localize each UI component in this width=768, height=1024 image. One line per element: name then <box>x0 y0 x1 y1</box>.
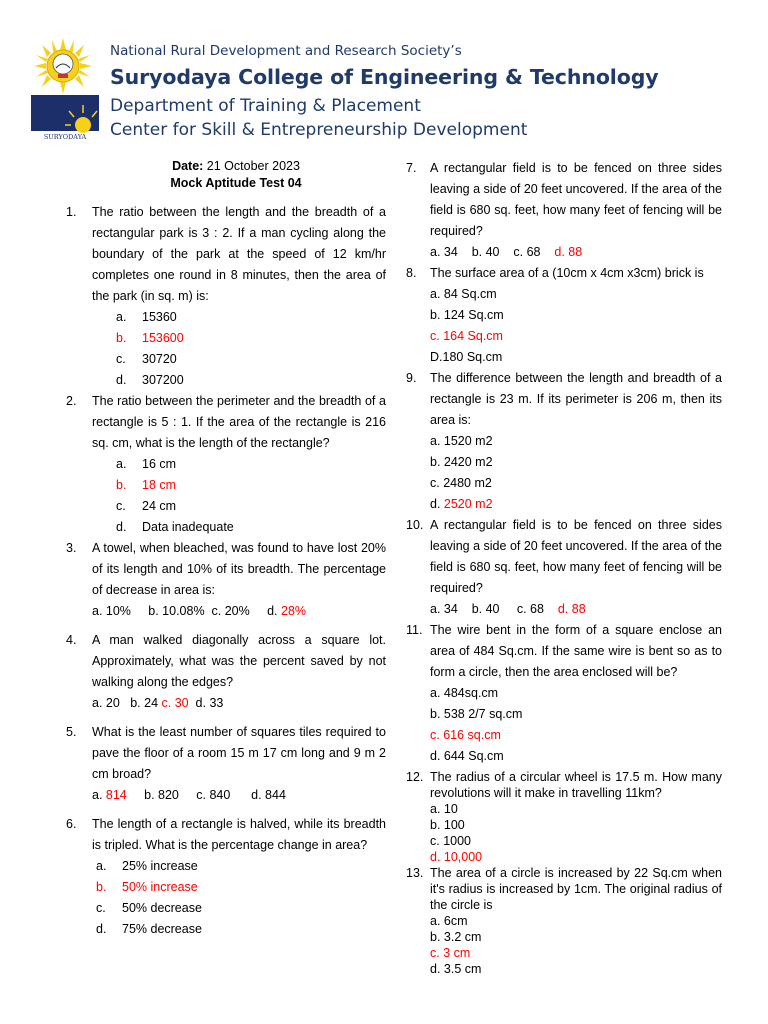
options <box>72 856 386 940</box>
option-b-correct: b. 153600 <box>116 331 184 345</box>
question-8 <box>406 263 722 368</box>
options-inline: a. 34 b. 40 c. 68 d. 88 <box>430 245 583 259</box>
option-b: b. 100 <box>430 818 465 832</box>
option-d: d. 644 Sq.cm <box>430 749 504 763</box>
college-sun-logo-icon <box>34 38 92 94</box>
question-number: 11. <box>406 623 423 637</box>
center-name: Center for Skill & Entrepreneurship Development <box>110 120 528 140</box>
option-b-correct: b. 50% increase <box>96 880 198 894</box>
question-9 <box>406 368 722 515</box>
question-number: 1. <box>66 205 77 219</box>
question-number: 3. <box>66 541 77 555</box>
options-inline: a. 20 b. 24 c. 30 d. 33 <box>92 696 224 710</box>
option-a: a. 6cm <box>430 914 468 928</box>
right-column <box>406 158 722 977</box>
option-d-correct: d. 2520 m2 <box>430 497 493 511</box>
option-a: a. 16 cm <box>116 457 177 471</box>
correct-answer: 28% <box>281 604 307 618</box>
correct-answer: c. 30 <box>161 696 189 710</box>
option-c: c. 2480 m2 <box>430 476 492 490</box>
question-6 <box>66 814 386 940</box>
option-d: d. 3.5 cm <box>430 962 482 976</box>
option-c-correct: c. 3 cm <box>430 946 471 960</box>
question-text: A rectangular field is to be fenced on three sides leaving a side of 20 feet uncovered. If the area of the field is 680 sq. feet, how many feet of fencing will be required? <box>430 161 722 238</box>
question-10 <box>406 515 722 620</box>
date-line: Date: 21 October 2023 <box>172 159 300 173</box>
question-text: The surface area of a (10cm x 4cm x3cm) brick is <box>430 266 704 280</box>
option-b: b. 3.2 cm <box>430 930 482 944</box>
option-d: D.180 Sq.cm <box>430 350 503 364</box>
options-inline: a. 814 b. 820 c. 840 d. 844 <box>92 788 286 802</box>
question-number: 4. <box>66 633 77 647</box>
options <box>92 454 386 538</box>
question-number: 2. <box>66 394 77 408</box>
question-text: What is the least number of squares tiles required to pave the floor of a room 15 m 17 cm long and 9 m 2 cm broad? <box>92 725 386 781</box>
question-1 <box>66 202 386 391</box>
option-c-correct: c. 164 Sq.cm <box>430 329 503 343</box>
option-d-correct: d. 10,000 <box>430 850 483 864</box>
option-d: d. 75% decrease <box>96 922 202 936</box>
question-text: A man walked diagonally across a square lot. Approximately, what was the percent saved by not walking along the edges? <box>92 633 386 689</box>
logo-caption: SURYODAYA <box>43 133 87 141</box>
option-c-correct: c. 616 sq.cm <box>430 728 501 742</box>
question-number: 6. <box>66 817 77 831</box>
question-text: The wire bent in the form of a square enclose an area of 484 Sq.cm. If the same wire is bent so as to form a circle, then the area enclosed will be? <box>430 623 722 679</box>
question-number: 8. <box>406 266 417 280</box>
question-text: A rectangular field is to be fenced on three sides leaving a side of 20 feet uncovered. If the area of the field is 680 sq. feet, how many feet of fencing will be required? <box>430 518 722 595</box>
question-12 <box>406 769 722 865</box>
letterhead <box>0 0 768 150</box>
letterhead-text <box>110 42 659 142</box>
left-column <box>66 158 386 940</box>
question-text: The difference between the length and breadth of a rectangle is 23 m. If its perimeter is 206 m, then its area is: <box>430 371 722 427</box>
question-number: 9. <box>406 371 417 385</box>
option-a: a. 484sq.cm <box>430 686 499 700</box>
option-c: c. 24 cm <box>116 499 177 513</box>
option-a: a. 1520 m2 <box>430 434 493 448</box>
question-13 <box>406 865 722 977</box>
question-number: 12. <box>406 770 424 784</box>
question-2 <box>66 391 386 538</box>
option-c: c. 1000 <box>430 834 472 848</box>
option-a: a. 10 <box>430 802 458 816</box>
option-d: d. 307200 <box>116 373 184 387</box>
question-number: 5. <box>66 725 77 739</box>
question-text: The ratio between the perimeter and the breadth of a rectangle is 5 : 1. If the area of the rectangle is 216 sq. cm, what is the length of the rectangle? <box>92 394 386 450</box>
option-a: a. 15360 <box>116 310 177 324</box>
options <box>92 307 386 391</box>
option-a: a. 25% increase <box>96 859 198 873</box>
question-text: The ratio between the length and the breadth of a rectangular park is 3 : 2. If a man cycling along the boundary of the park at the speed of 12 km/hr completes one round in 8 minutes, then the area of the park (in sq. m) is: <box>92 205 386 303</box>
option-c: c. 30720 <box>116 352 177 366</box>
question-4 <box>66 630 386 714</box>
option-b: b. 2420 m2 <box>430 455 493 469</box>
society-name: National Rural Development and Research Society’s <box>110 43 462 59</box>
question-11 <box>406 620 722 767</box>
option-b-correct: b. 18 cm <box>116 478 177 492</box>
suryodaya-band-logo-icon <box>31 95 99 141</box>
correct-answer: d. 88 <box>554 245 583 259</box>
test-title: Mock Aptitude Test 04 <box>170 176 302 190</box>
option-d: d. Data inadequate <box>116 520 234 534</box>
question-text: A towel, when bleached, was found to have lost 20% of its length and 10% of its breadth. The percentage of decrease in area is: <box>92 541 386 597</box>
question-number: 10. <box>406 518 424 532</box>
question-7 <box>406 158 722 263</box>
correct-answer: 814 <box>105 788 127 802</box>
option-c: c. 50% decrease <box>96 901 202 915</box>
correct-answer: d. 88 <box>557 602 586 616</box>
department-name: Department of Training & Placement <box>110 96 421 116</box>
question-number: 13. <box>406 866 424 880</box>
question-text: The area of a circle is increased by 22 Sq.cm when it's radius is increased by 1cm. The original radius of the circle is <box>430 866 722 912</box>
question-5 <box>66 722 386 806</box>
options-inline: a. 34 b. 40 c. 68 d. 88 <box>430 602 586 616</box>
option-b: b. 124 Sq.cm <box>430 308 504 322</box>
option-a: a. 84 Sq.cm <box>430 287 497 301</box>
options-inline: a. 10% b. 10.08% c. 20% d. 28% <box>92 604 307 618</box>
question-text: The length of a rectangle is halved, while its breadth is tripled. What is the percentage change in area? <box>92 817 386 852</box>
question-3 <box>66 538 386 622</box>
question-number: 7. <box>406 161 417 175</box>
college-name: Suryodaya College of Engineering & Technology <box>110 65 659 89</box>
option-b: b. 538 2/7 sq.cm <box>430 707 523 721</box>
document-heading <box>86 158 386 192</box>
question-text: The radius of a circular wheel is 17.5 m. How many revolutions will it make in travelling 11km? <box>430 770 722 800</box>
